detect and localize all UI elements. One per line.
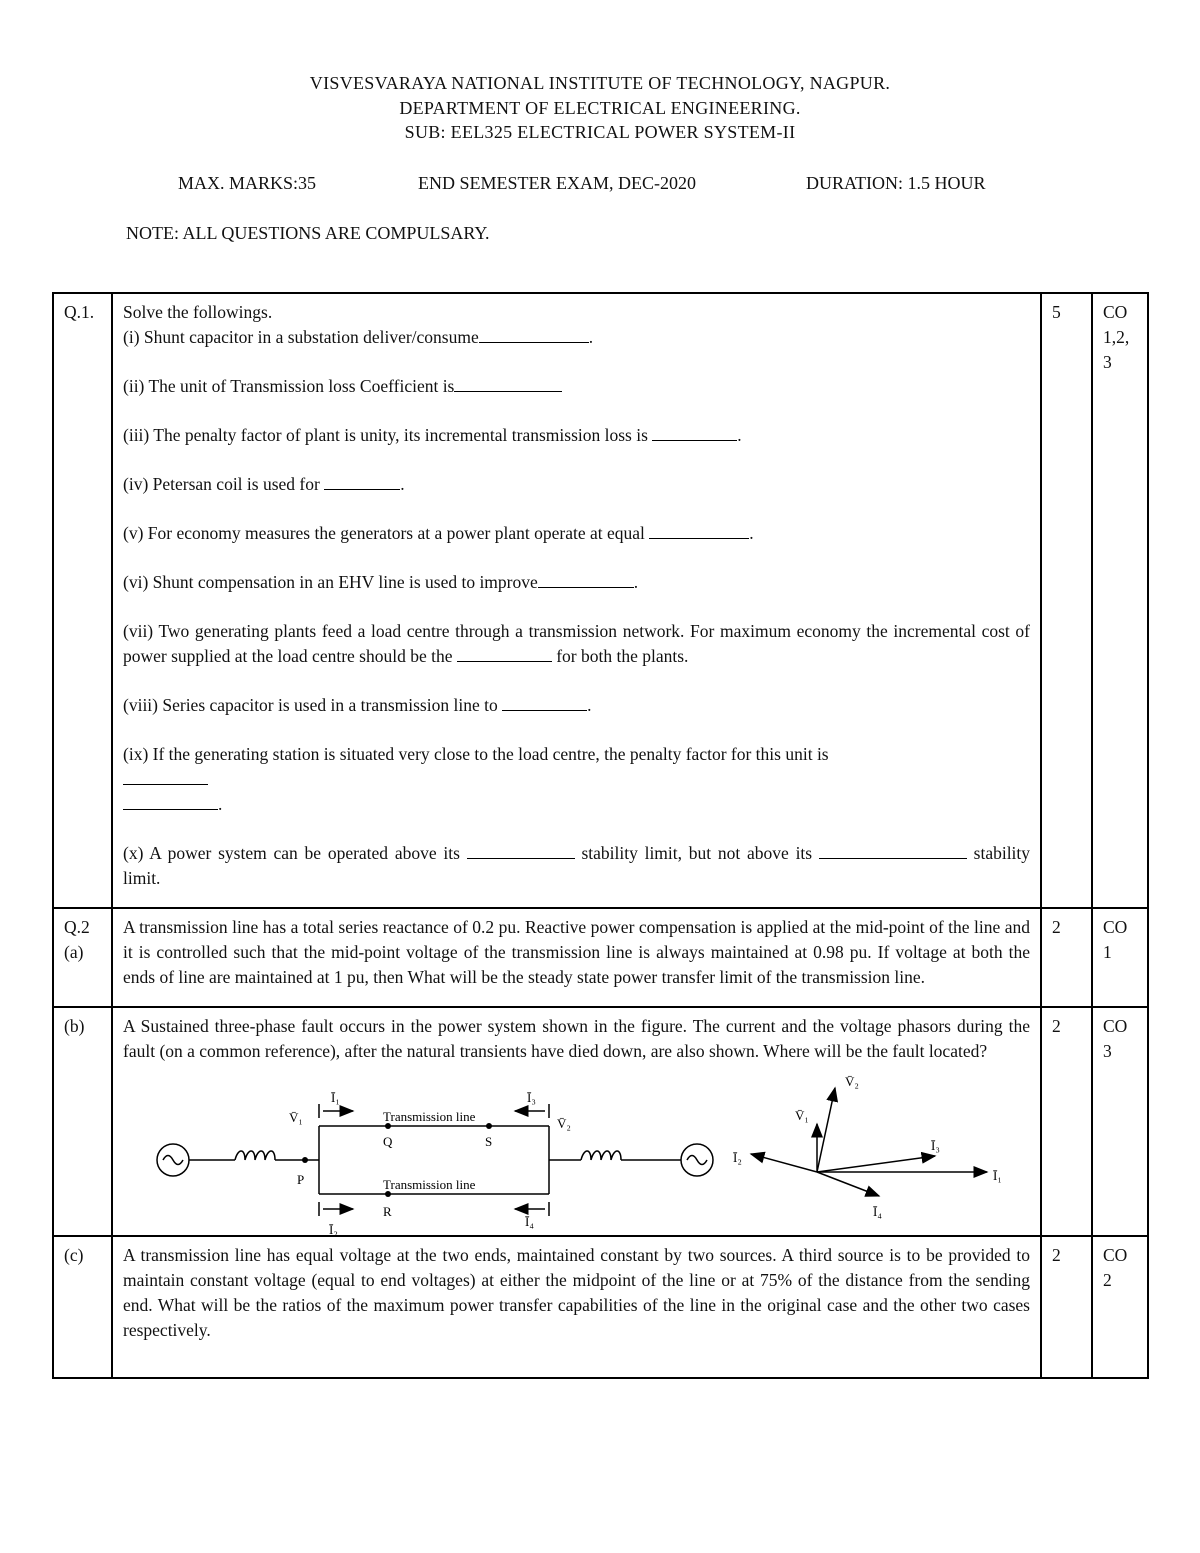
item-text: for both the plants. (556, 646, 689, 666)
label-r: R (383, 1204, 392, 1219)
item-text: (v) For economy measures the generators at a power plant operate at equal (123, 523, 645, 543)
question-number: Q.1. (53, 293, 112, 908)
item-text: stability limit, but not above its (581, 843, 813, 863)
question-item (123, 325, 1030, 350)
item-text: . (218, 794, 223, 814)
course-outcome: CO 3 (1092, 1007, 1148, 1236)
item-text: (ii) The unit of Transmission loss Coefficient is (123, 376, 455, 396)
item-text: (ix) If the generating station is situated very close to the load centre, the penalty factor for this unit is (123, 744, 829, 764)
line-label-bottom: Transmission line (383, 1177, 476, 1192)
note: NOTE: ALL QUESTIONS ARE COMPULSARY. (126, 223, 490, 243)
exam-name: END SEMESTER EXAM, DEC-2020 (418, 173, 696, 193)
question-row-2a (53, 908, 1148, 1007)
question-number: (c) (53, 1236, 112, 1378)
source-2-wave (687, 1156, 707, 1165)
answer-blank (502, 695, 587, 711)
answer-blank (479, 327, 589, 343)
v2-phasor (817, 1088, 835, 1172)
label-v1: V̄₁ (289, 1110, 303, 1125)
subject-line: SUB: EEL325 ELECTRICAL POWER SYSTEM-II (404, 122, 796, 142)
answer-blank (538, 572, 634, 588)
question-text: A transmission line has a total series reactance of 0.2 pu. Reactive power compensation is applied at the mid-point of the line and it is controlled such that the mid-point voltage of the transmission line is always maintained at 0.98 pu. If voltage at both the ends of line are maintained at 1 pu, then What will be the steady state power transfer limit of the transmission line. (112, 908, 1041, 1007)
label-v2: V̄₂ (557, 1116, 571, 1131)
answer-blank (457, 646, 552, 662)
circuit-labels (289, 1090, 571, 1237)
question-row-1 (53, 293, 1148, 908)
phasor-label-v1: V̄₁ (795, 1108, 809, 1123)
item-text: stability limit. (123, 843, 1031, 888)
question-number: (b) (53, 1007, 112, 1236)
inductor-2-icon (581, 1151, 621, 1160)
question-row-2c (53, 1236, 1148, 1378)
question-table (52, 292, 1149, 1379)
phasor-label-i3: Ī₃ (931, 1138, 940, 1153)
item-text: (iii) The penalty factor of plant is unity, its incremental transmission loss is (123, 425, 648, 445)
question-text: A Sustained three-phase fault occurs in the power system shown in the figure. The current and the voltage phasors during the fault (on a common reference), after the natural transients have died down, are also shown. Where will be the fault located? (123, 1016, 1030, 1061)
source-1-wave (163, 1156, 183, 1165)
question-item (123, 472, 1030, 497)
i2-phasor (751, 1154, 817, 1172)
node-s-dot (486, 1123, 492, 1129)
item-text: . (737, 425, 742, 445)
marks: 2 (1041, 908, 1092, 1007)
label-i2: Ī₂ (329, 1222, 338, 1237)
duration: DURATION: 1.5 HOUR (806, 173, 986, 193)
question-item (123, 742, 1030, 817)
question-row-2b (53, 1007, 1148, 1236)
item-text: . (587, 695, 592, 715)
fault-circuit-figure (123, 1064, 1023, 1237)
answer-blank (649, 523, 749, 539)
label-i3: Ī₃ (527, 1090, 536, 1105)
inductor-1-icon (235, 1151, 275, 1160)
question-item (123, 841, 1030, 891)
question-intro: Solve the followings. (123, 302, 273, 322)
institute-name: VISVESVARAYA NATIONAL INSTITUTE OF TECHNOLOGY, NAGPUR. (309, 73, 891, 93)
item-text: (vi) Shunt compensation in an EHV line is used to improve (123, 572, 538, 592)
label-s: S (485, 1134, 493, 1149)
item-text: . (588, 327, 594, 347)
i3-phasor (817, 1156, 935, 1172)
phasor-labels (733, 1074, 1002, 1219)
marks: 2 (1041, 1236, 1092, 1378)
marks: 2 (1041, 1007, 1092, 1236)
answer-blank (467, 843, 575, 859)
marks: 5 (1041, 293, 1092, 908)
item-text: (viii) Series capacitor is used in a transmission line to (123, 695, 498, 715)
course-outcome: CO 1 (1092, 908, 1148, 1007)
question-item (123, 570, 1030, 595)
answer-blank (324, 474, 400, 490)
label-q: Q (383, 1134, 393, 1149)
answer-blank (819, 843, 967, 859)
department-name: DEPARTMENT OF ELECTRICAL ENGINEERING. (399, 98, 801, 118)
item-text: (iv) Petersan coil is used for (123, 474, 320, 494)
label-i4: Ī₄ (525, 1214, 534, 1229)
answer-blank (652, 425, 737, 441)
max-marks: MAX. MARKS:35 (178, 173, 317, 193)
question-item (123, 521, 1030, 546)
answer-blank (454, 376, 562, 392)
answer-blank (123, 769, 208, 785)
item-text: (vii) Two generating plants feed a load centre through a transmission network. For maximum economy the incremental cost of power supplied at the load centre should be the (123, 621, 1030, 666)
phasor-label-i1: Ī₁ (993, 1168, 1002, 1183)
item-text: (i) Shunt capacitor in a substation deliver/consume (123, 327, 479, 347)
label-i1: Ī₁ (331, 1090, 340, 1105)
item-text: . (400, 474, 405, 494)
phasor-label-i2: Ī₂ (733, 1150, 742, 1165)
phasor-label-i4: Ī₄ (873, 1204, 882, 1219)
node-p-dot (302, 1157, 308, 1163)
label-p: P (297, 1172, 305, 1187)
item-text: . (749, 523, 754, 543)
question-text: A transmission line has equal voltage at the two ends, maintained constant by two sources. A third source is to be provided to maintain constant voltage (equal to end voltages) at either the midpoint of the line or at 75% of the distance from the sending end. What will be the ratios of the maximum power transfer capabilities of the line in the original case and the other two cases respectively. (112, 1236, 1041, 1378)
phasor-label-v2: V̄₂ (845, 1074, 859, 1089)
question-body (112, 1007, 1041, 1236)
course-outcome: CO 2 (1092, 1236, 1148, 1378)
question-item (123, 693, 1030, 718)
question-body (112, 293, 1041, 908)
question-item (123, 423, 1030, 448)
question-number: Q.2 (a) (53, 908, 112, 1007)
i4-phasor (817, 1172, 879, 1196)
phasor-diagram (751, 1088, 987, 1196)
line-label-top: Transmission line (383, 1109, 476, 1124)
course-outcome: CO 1,2, 3 (1092, 293, 1148, 908)
question-item (123, 619, 1030, 669)
answer-blank (123, 794, 218, 810)
item-text: (x) A power system can be operated above its (123, 843, 460, 863)
question-item (123, 374, 1030, 399)
item-text: . (633, 572, 639, 592)
